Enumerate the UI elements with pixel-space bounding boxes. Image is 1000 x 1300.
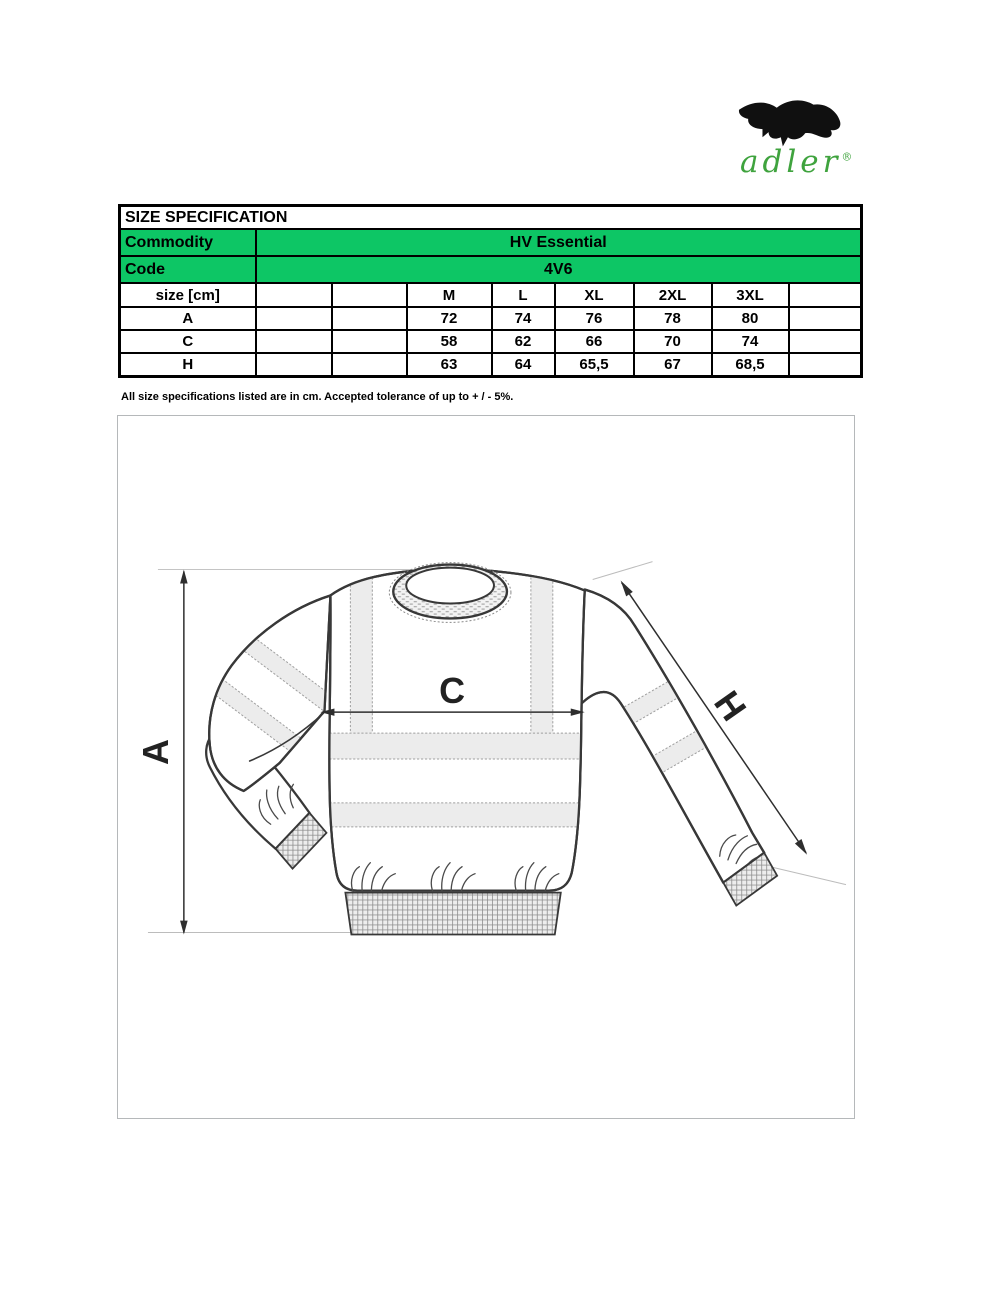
dim-label-c: C — [120, 330, 256, 353]
registered-mark: ® — [841, 150, 853, 164]
ext-line-h-bottom — [770, 867, 846, 885]
size-col-xl: XL — [555, 283, 634, 307]
cell-a-3xl: 80 — [712, 307, 789, 330]
table-row-h — [120, 353, 862, 377]
size-col — [256, 283, 332, 307]
right-sleeve — [578, 590, 777, 906]
dim-label-h: H — [120, 353, 256, 377]
cell — [332, 353, 407, 377]
commodity-row — [120, 229, 862, 256]
brand-logo — [726, 95, 866, 178]
ext-line-h-top — [593, 562, 653, 580]
brand-name — [740, 144, 866, 180]
cell-h-l: 64 — [492, 353, 555, 377]
dim-h-label: H — [706, 683, 754, 729]
size-col-3xl: 3XL — [712, 283, 789, 307]
cell — [256, 353, 332, 377]
tolerance-note: All size specifications listed are in cm. Accepted tolerance of up to + / - 5%. — [121, 391, 514, 403]
cell-c-m: 58 — [407, 330, 492, 353]
technical-drawing-box — [117, 415, 855, 1119]
upper-chest-stripe — [317, 733, 588, 759]
cell-c-3xl: 74 — [712, 330, 789, 353]
size-header-row — [120, 283, 862, 307]
size-spec-table — [118, 204, 863, 378]
cell — [332, 330, 407, 353]
hem-band — [345, 893, 560, 935]
table-row-c — [120, 330, 862, 353]
cell — [332, 307, 407, 330]
cell-h-3xl: 68,5 — [712, 353, 789, 377]
size-col — [789, 283, 862, 307]
cell-a-2xl: 78 — [634, 307, 712, 330]
table-title-row — [120, 206, 862, 230]
dim-c-label: C — [439, 671, 466, 712]
brand-name-text: adler — [740, 144, 842, 180]
dim-a-label: A — [135, 739, 176, 766]
code-value: 4V6 — [256, 256, 862, 283]
cell — [789, 353, 862, 377]
left-sleeve — [202, 595, 333, 868]
cell — [789, 330, 862, 353]
sweatshirt-sketch — [118, 416, 854, 1118]
collar — [389, 563, 511, 623]
cell-h-m: 63 — [407, 353, 492, 377]
code-row — [120, 256, 862, 283]
cell-h-xl: 65,5 — [555, 353, 634, 377]
cell — [256, 307, 332, 330]
size-col-2xl: 2XL — [634, 283, 712, 307]
cell-a-m: 72 — [407, 307, 492, 330]
dimension-a — [136, 570, 188, 935]
commodity-label: Commodity — [120, 229, 256, 256]
cell-c-l: 62 — [492, 330, 555, 353]
table-row-a — [120, 307, 862, 330]
size-unit-label: size [cm] — [120, 283, 256, 307]
cell — [256, 330, 332, 353]
dim-label-a: A — [120, 307, 256, 330]
cell — [789, 307, 862, 330]
cell-h-2xl: 67 — [634, 353, 712, 377]
size-col-m: M — [407, 283, 492, 307]
size-col-l: L — [492, 283, 555, 307]
cell-a-xl: 76 — [555, 307, 634, 330]
lower-chest-stripe — [317, 803, 588, 827]
cell-c-2xl: 70 — [634, 330, 712, 353]
cell-c-xl: 66 — [555, 330, 634, 353]
commodity-value: HV Essential — [256, 229, 862, 256]
cell-a-l: 74 — [492, 307, 555, 330]
code-label: Code — [120, 256, 256, 283]
size-col — [332, 283, 407, 307]
right-vertical-stripe — [531, 556, 553, 735]
table-title: SIZE SPECIFICATION — [120, 206, 862, 230]
